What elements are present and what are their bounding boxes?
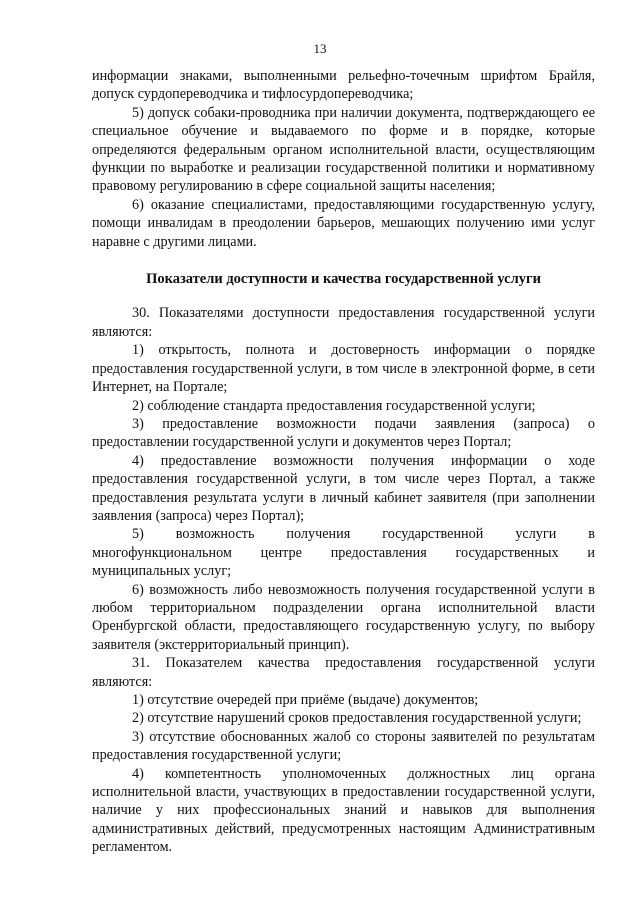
- document-body: [92, 67, 595, 857]
- list-item: 3) предоставление возможности подачи заявления (запроса) о предоставлении государственной услуги и документов через Портал;: [92, 415, 595, 451]
- list-item: 5) возможность получения государственной услуги в многофункциональном центре предоставления государственных и муниципальных услуг;: [92, 526, 595, 580]
- paragraph: 6) оказание специалистами, предоставляющими государственную услугу, помощи инвалидам в преодолении барьеров, мешающих получению ими услуг наравне с другими лицами.: [92, 196, 595, 250]
- list-item: 1) отсутствие очередей при приёме (выдаче) документов;: [132, 692, 479, 708]
- page-number: 13: [313, 41, 327, 56]
- paragraph: 30. Показателями доступности предоставления государственной услуги являются:: [92, 305, 595, 340]
- section-heading: Показатели доступности и качества государственной услуги: [146, 271, 541, 288]
- list-item: 6) возможность либо невозможность получения государственной услуги в любом территориальном подразделении органа исполнительной власти Оренбургской области, предоставляющего государственную услугу, по выбору заявителя (экстерриториальный принцип).: [92, 581, 595, 653]
- list-item: 2) отсутствие нарушений сроков предоставления государственной услуги;: [132, 710, 582, 727]
- list-item: 2) соблюдение стандарта предоставления государственной услуги;: [132, 397, 536, 414]
- list-item: 1) открытость, полнота и достоверность информации о порядке предоставления государственной услуги, в том числе в электронной форме, в сети Интернет, на Портале;: [92, 342, 595, 396]
- paragraph: 5) допуск собаки-проводника при наличии документа, подтверждающего ее специальное обучение и выдаваемого по форме и в порядке, которые определяются федеральным органом исполнительной власти, осуществляющим функции по выработке и реализации государственной политики и нормативному правовому регулированию в сфере социальной защиты населения;: [92, 104, 595, 195]
- list-item: 3) отсутствие обоснованных жалоб со стороны заявителей по результатам предоставления государственной услуги;: [92, 728, 595, 764]
- paragraph: 31. Показателем качества предоставления государственной услуги являются:: [92, 655, 595, 690]
- list-item: 4) предоставление возможности получения информации о ходе предоставления государственной услуги, в том числе через Портал, а также предоставления результата услуги в личный кабинет заявителя (при заполнении заявления (запроса) через Портал);: [92, 452, 595, 524]
- paragraph: информации знаками, выполненными рельефно-точечным шрифтом Брайля, допуск сурдопереводчика и тифлосурдопереводчика;: [92, 68, 595, 103]
- list-item: 4) компетентность уполномоченных должностных лиц органа исполнительной власти, участвующих в предоставлении государственной услуги, наличие у них профессиональных знаний и навыков для выполнения административных действий, предусмотренных настоящим Административным регламентом.: [92, 765, 595, 856]
